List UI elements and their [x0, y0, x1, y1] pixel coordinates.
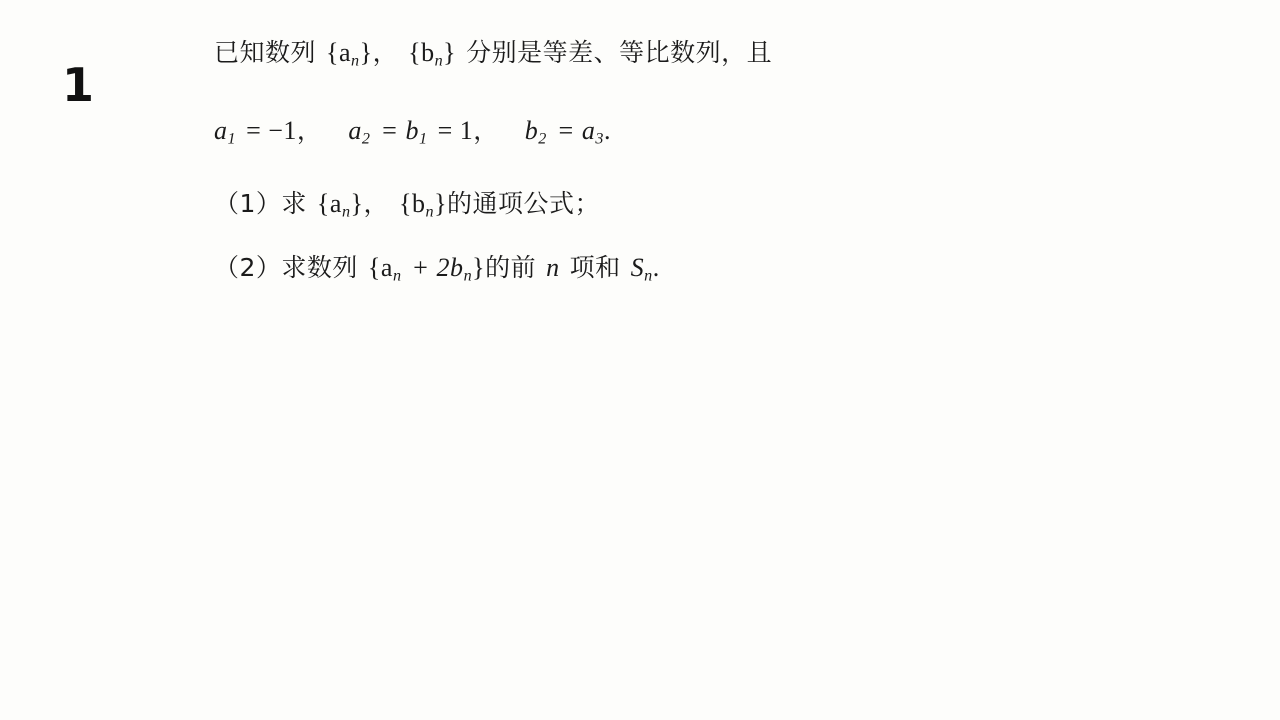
- eq1-variable: a: [214, 115, 228, 145]
- eq2-variable: a: [348, 115, 362, 145]
- part-2-sum-subscript: n: [644, 267, 653, 285]
- eq3-subscript: 2: [538, 130, 547, 148]
- eq1-value: = −1: [246, 115, 297, 145]
- part-2-variable-n: n: [546, 252, 560, 282]
- part-1-sequence-a-close: }: [350, 189, 364, 219]
- eq2-subscript-2: 1: [419, 130, 428, 148]
- stem-comma-1: ，: [372, 38, 399, 67]
- part-2-verb: 求数列: [281, 252, 358, 282]
- sequence-b-open: {b: [408, 38, 435, 67]
- part-2-label: （2）: [214, 252, 282, 282]
- part-1-sequence-a-subscript: n: [341, 203, 351, 221]
- eq3-variable: b: [524, 115, 539, 145]
- question-stem-line-1: [214, 40, 1094, 70]
- part-1-sequence-b-open: {b: [399, 189, 426, 219]
- part-2-period: .: [652, 252, 660, 282]
- eq3-period: .: [603, 115, 611, 145]
- part-1-tail: 的通项公式；: [447, 189, 601, 219]
- part-2-expression-subscript-2: n: [463, 267, 473, 285]
- eq2-middle: = b: [380, 115, 420, 145]
- stem-text-b: 分别是等差、等比数列，且: [466, 38, 773, 67]
- eq-comma-1: ，: [296, 115, 323, 145]
- part-2-expression-open: {a: [367, 252, 393, 282]
- part-2-sum-symbol: S: [630, 252, 645, 282]
- part-1-sequence-a-open: {a: [316, 189, 342, 219]
- eq3-subscript-2: 3: [595, 130, 604, 148]
- sequence-a-subscript: n: [351, 52, 360, 70]
- part-2-expression-subscript-1: n: [392, 267, 402, 285]
- question-content: [214, 24, 1094, 285]
- part-2-expression-middle: + 2b: [411, 252, 464, 282]
- part-1-verb: 求: [281, 189, 307, 219]
- question-part-1: [214, 191, 1094, 221]
- part-1-comma: ，: [363, 189, 390, 219]
- part-1-sequence-b-subscript: n: [425, 203, 435, 221]
- eq3-middle: = a: [556, 115, 596, 145]
- part-2-tail-2: 项和: [569, 252, 621, 282]
- sequence-b-subscript: n: [434, 52, 444, 70]
- question-stem-line-2: [214, 115, 1094, 148]
- eq2-value: = 1: [437, 115, 474, 145]
- part-2-expression-close: }: [472, 252, 486, 282]
- question-part-2: [214, 252, 1094, 285]
- stem-text-a: 已知数列: [214, 38, 317, 67]
- sequence-a-open: {a: [326, 38, 352, 67]
- eq2-subscript: 2: [361, 130, 371, 148]
- sequence-b-close: }: [443, 38, 457, 67]
- part-2-tail-1: 的前: [485, 252, 537, 282]
- sequence-a-close: }: [359, 38, 373, 67]
- part-1-sequence-b-close: }: [434, 189, 448, 219]
- eq-comma-2: ，: [473, 115, 499, 145]
- question-number: 1: [62, 58, 95, 112]
- eq1-subscript: 1: [227, 130, 237, 148]
- part-1-label: （1）: [214, 189, 282, 219]
